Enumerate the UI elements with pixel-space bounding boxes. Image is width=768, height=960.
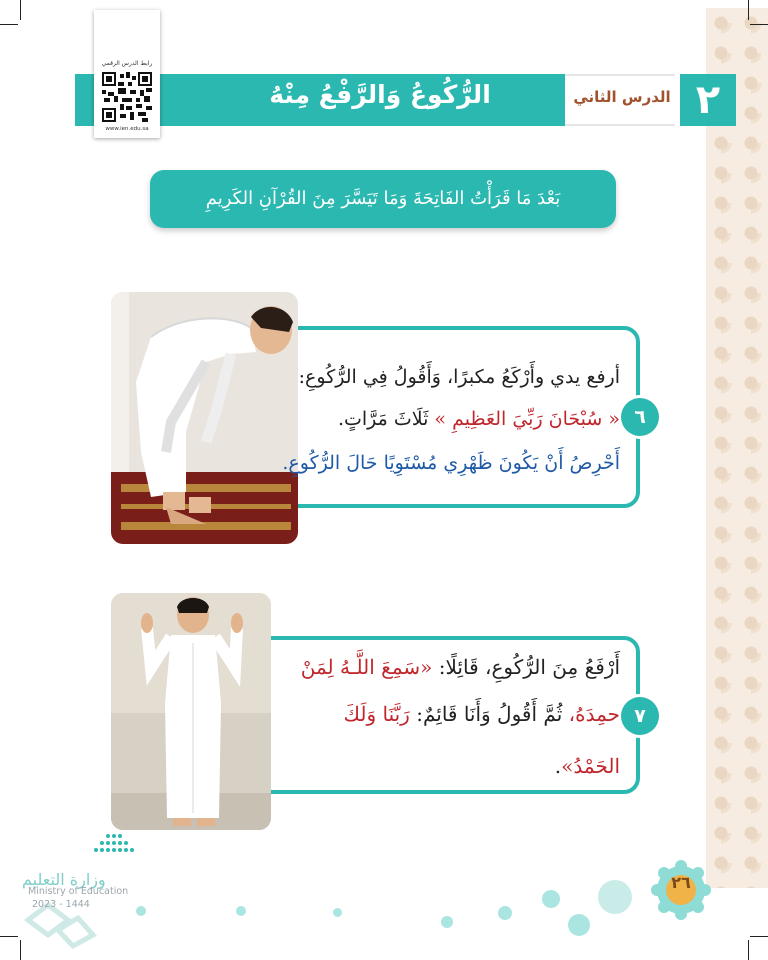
qr-link-card[interactable] [94,10,160,138]
crop-mark [20,0,21,20]
step-6-photo [111,292,298,544]
decorative-dot [568,914,590,936]
step-6-line-2 [338,408,620,430]
crop-mark [748,0,749,20]
step-6-times: ثَلَاثَ مَرَّاتٍ. [337,408,435,430]
crop-mark [0,936,18,937]
step-7-period: . [554,754,562,778]
step-7-line-3 [555,754,620,778]
step-7-samia-allah: «سَمِعَ اللَّـهُ لِمَنْ [300,655,433,679]
boy-bowing-ruku-photo [111,292,298,544]
ministry-name-english: Ministry of Education [28,886,129,897]
step-6-line-1: أرفع يدي وأَرْكَعُ مكبرًا، وَأَقُولُ فِي الرُّكُوعِ: [298,366,620,388]
decorative-dot [236,906,246,916]
ministry-name-arabic: وزارة التعليم [22,870,106,889]
lesson-label: الدرس الثاني [573,88,671,106]
boy-standing-hands-raised-photo [111,593,271,830]
step-7-rabbana: رَبَّنَا وَلَكَ [343,702,410,726]
page-number: ٢٦ [671,873,691,892]
decorative-dot [441,916,453,928]
ministry-year: 2023 - 1444 [32,899,90,910]
side-decorative-pattern [706,8,768,888]
crop-mark [748,940,749,960]
step-7-line-1 [301,655,620,679]
step-7-line-2 [344,702,620,726]
decorative-dot [136,906,146,916]
step-7-hamidah: حمِدَهُ، [562,702,620,726]
step-7-number: ٧ [621,697,659,735]
decorative-dot [498,906,512,920]
ministry-logo-dots-icon [92,830,138,856]
crop-mark [750,936,768,937]
step-6-tasbih: « سُبْحَانَ رَبِّيَ العَظِيمِ » [434,408,620,430]
subtitle-banner: بَعْدَ مَا قَرَأْتُ الفَاتِحَةَ وَمَا تَيَسَّرَ مِنَ القُرْآنِ الكَرِيمِ [150,170,616,228]
crop-mark [750,24,768,25]
step-7-rise-text: أَرْفَعُ مِنَ الرُّكُوعِ، قَائِلًا: [432,655,620,679]
lesson-number: ٢ [680,74,736,126]
decorative-dot [333,908,342,917]
lesson-title: الرُّكُوعُ وَالرَّفْعُ مِنْهُ [269,80,491,109]
qr-code-icon [102,72,152,122]
step-7-photo [111,593,271,830]
step-6-line-3: أَحْرِصُ أَنْ يَكُونَ ظَهْرِي مُسْتَوِيًا حَالَ الرُّكُوعِ. [282,452,620,474]
step-6-number: ٦ [621,398,659,436]
step-7-then-say: ثُمَّ أَقُولُ وَأَنَا قَائِمٌ: [409,702,563,726]
qr-url: www.ien.edu.sa [105,126,149,132]
step-7-alhamd: الحَمْدُ» [561,754,620,778]
qr-label: رابط الدرس الرقمي [101,60,153,67]
decorative-dot [598,880,632,914]
crop-mark [0,24,18,25]
decorative-dot [542,890,560,908]
